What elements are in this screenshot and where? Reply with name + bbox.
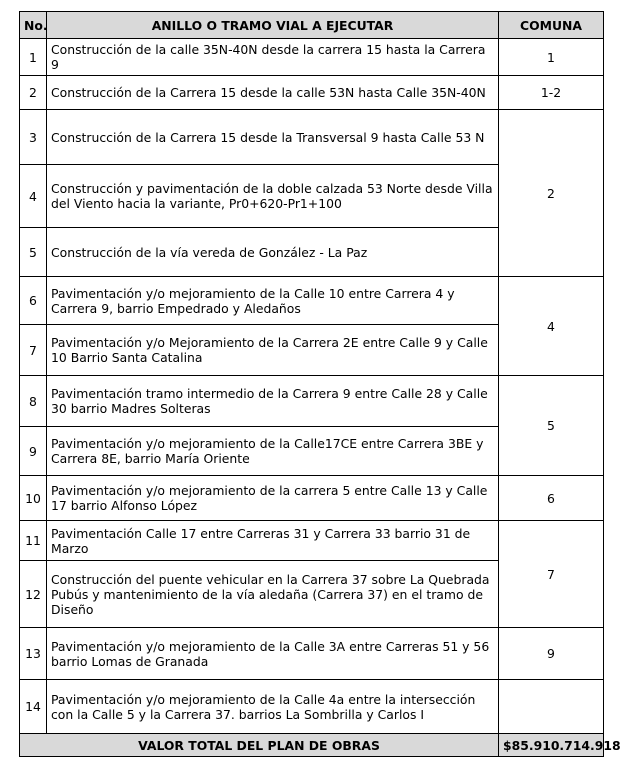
row-number: 13	[20, 628, 47, 680]
header-description: ANILLO O TRAMO VIAL A EJECUTAR	[47, 12, 499, 39]
row-number: 4	[20, 165, 47, 228]
table-row	[20, 110, 604, 165]
table-row	[20, 680, 604, 734]
row-number: 8	[20, 376, 47, 427]
obras-table	[19, 11, 621, 757]
total-row	[20, 734, 604, 757]
row-description: Pavimentación y/o mejoramiento de la Calle 4a entre la intersección con la Calle 5 y la Carrera 37. barrios La Sombrilla y Carlos I	[47, 680, 499, 734]
row-description: Pavimentación y/o mejoramiento de la carrera 5 entre Calle 13 y Calle 17 barrio Alfonso López	[47, 476, 499, 521]
table-row	[20, 476, 604, 521]
row-number: 1	[20, 39, 47, 76]
row-description: Pavimentación y/o Mejoramiento de la Carrera 2E entre Calle 9 y Calle 10 Barrio Santa Catalina	[47, 325, 499, 376]
row-comuna: 9	[499, 628, 604, 680]
total-label: VALOR TOTAL DEL PLAN DE OBRAS	[20, 734, 499, 757]
row-comuna: 4	[499, 277, 604, 376]
total-value: $85.910.714.918	[499, 734, 604, 757]
header-row	[20, 12, 604, 39]
row-number: 5	[20, 228, 47, 277]
row-comuna: 1	[499, 39, 604, 76]
table-row	[20, 39, 604, 76]
row-description: Construcción de la calle 35N-40N desde la carrera 15 hasta la Carrera 9	[47, 39, 499, 76]
row-description: Pavimentación y/o mejoramiento de la Calle 3A entre Carreras 51 y 56 barrio Lomas de Granada	[47, 628, 499, 680]
row-comuna: 7	[499, 521, 604, 628]
row-number: 7	[20, 325, 47, 376]
row-description: Pavimentación y/o mejoramiento de la Calle17CE entre Carrera 3BE y Carrera 8E, barrio María Oriente	[47, 427, 499, 476]
row-comuna: 5	[499, 376, 604, 476]
row-description: Construcción del puente vehicular en la Carrera 37 sobre La Quebrada Pubús y mantenimiento de la vía aledaña (Carrera 37) en el tramo de Diseño	[47, 561, 499, 628]
table-row	[20, 76, 604, 110]
row-description: Construcción y pavimentación de la doble calzada 53 Norte desde Villa del Viento hacia la variante, Pr0+620-Pr1+100	[47, 165, 499, 228]
row-number: 10	[20, 476, 47, 521]
row-comuna: 1-2	[499, 76, 604, 110]
row-number: 2	[20, 76, 47, 110]
table-row	[20, 277, 604, 325]
row-comuna: 2	[499, 110, 604, 277]
table-row	[20, 521, 604, 561]
row-number: 11	[20, 521, 47, 561]
row-number: 3	[20, 110, 47, 165]
table-row	[20, 628, 604, 680]
row-description: Construcción de la vía vereda de González - La Paz	[47, 228, 499, 277]
table-row	[20, 376, 604, 427]
row-description: Construcción de la Carrera 15 desde la Transversal 9 hasta Calle 53 N	[47, 110, 499, 165]
row-number: 14	[20, 680, 47, 734]
row-description: Pavimentación Calle 17 entre Carreras 31 y Carrera 33 barrio 31 de Marzo	[47, 521, 499, 561]
row-number: 6	[20, 277, 47, 325]
row-comuna	[499, 680, 604, 734]
row-description: Construcción de la Carrera 15 desde la calle 53N hasta Calle 35N-40N	[47, 76, 499, 110]
row-description: Pavimentación y/o mejoramiento de la Calle 10 entre Carrera 4 y Carrera 9, barrio Empedrado y Aledaños	[47, 277, 499, 325]
row-number: 9	[20, 427, 47, 476]
row-number: 12	[20, 561, 47, 628]
row-comuna: 6	[499, 476, 604, 521]
row-description: Pavimentación tramo intermedio de la Carrera 9 entre Calle 28 y Calle 30 barrio Madres Solteras	[47, 376, 499, 427]
header-no: No.	[20, 12, 47, 39]
header-comuna: COMUNA	[499, 12, 604, 39]
